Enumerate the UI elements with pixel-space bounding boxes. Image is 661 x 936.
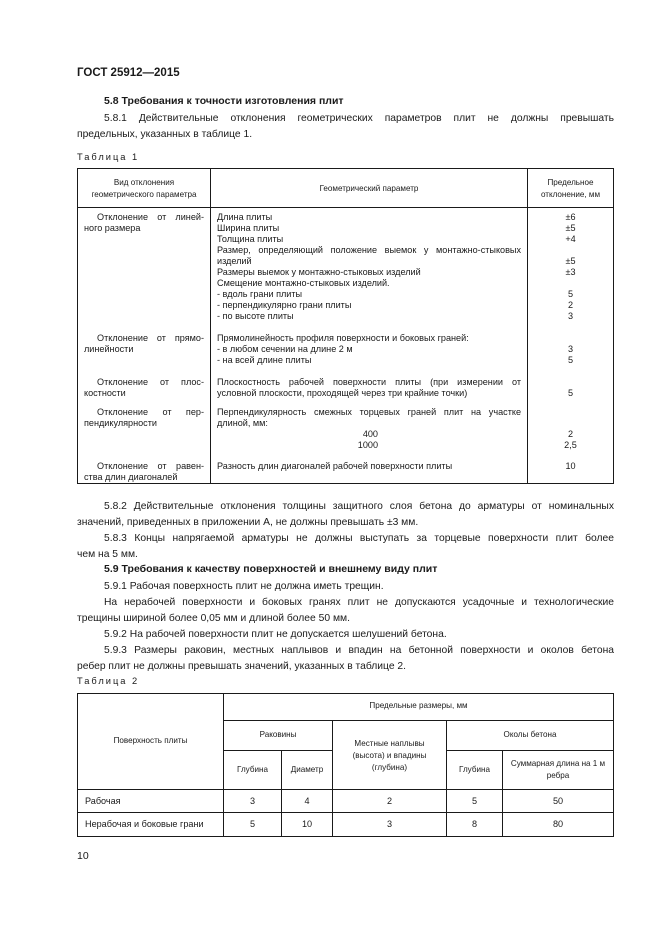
table2-r2-v4: 80 [552,819,564,829]
table1-r1-value-8: 2 [567,300,574,310]
table1-r1-param-0: Длина плиты [217,212,273,222]
table1-r1-value-2: +4 [565,234,576,244]
document-code: ГОСТ 25912—2015 [77,67,180,79]
table1-r4-value-2: 2 [567,429,574,439]
table1-r1-param-3: Размер, определяющий положение выемок у монтажно-стыковых [217,245,521,255]
table1-r2-value-2: 5 [567,355,574,365]
table1-header-limit: Предельное отклонение, мм [540,178,601,199]
paragraph-5-9-3-line2: ребер плит не должны превышать значений, указанных в таблице 2. [77,661,407,672]
table1-r3-value-1: 5 [567,388,574,398]
paragraph-5-8-2-line1: 5.8.2 Действительные отклонения толщины защитного слоя бетона до арматуры от номинальных [104,501,614,512]
table2-header-local: Местные наплывы (высота) и впадины (глубина) [352,739,427,772]
table2-header-chips: Околы бетона [503,730,557,739]
table1-r5-value-0: 10 [565,461,576,471]
table1-header-kind: Вид отклонения геометрического параметра [91,178,197,199]
table1-r1-value-7: 5 [567,289,574,299]
page-number: 10 [77,850,89,862]
table1-r5-kind-line1: Отклонение от равен- [97,461,204,471]
table1-r2-param-1: - в любом сечении на длине 2 м [217,344,353,354]
table1-r4-param-2: 400 [362,429,378,439]
table2-r1-v1: 4 [304,796,310,806]
table1-r5-kind-line2: ства длин диагоналей [84,472,178,482]
table1-r1-param-9: - по высоте плиты [217,311,294,321]
paragraph-5-9-1b-line2: трещины шириной более 0,05 мм и длиной более 50 мм. [77,613,350,624]
paragraph-5-8-2-line2: значений, приведенных в приложении А, не должны превышать ±3 мм. [77,517,419,528]
table1-r3-param-0: Плоскостность рабочей поверхности плиты (при измерении от [217,377,521,387]
paragraph-5-8-1-line2: предельных, указанных в таблице 1. [77,129,253,140]
table1-r2-param-0: Прямолинейность профиля поверхности и боковых граней: [217,333,469,343]
table1-r1-param-4: изделий [217,256,252,266]
table2-header-limits: Предельные размеры, мм [369,701,468,710]
table1-r4-param-3: 1000 [357,440,378,450]
table2-header-shells: Раковины [259,730,297,739]
table2-header-sumlen: Суммарная длина на 1 м ребра [510,759,606,780]
table1-r2-param-2: - на всей длине плиты [217,355,312,365]
table1-r3-kind-line1: Отклонение от плос- [97,377,204,387]
table2-r1-v3: 5 [471,796,478,806]
table1-r4-param-1: длиной, мм: [217,418,268,428]
table1-r4-value-3: 2,5 [564,440,577,450]
table1-r1-param-6: Смещение монтажно-стыковых изделий. [217,278,390,288]
table2-r1-v0: 3 [249,796,256,806]
table2-r2-v1: 10 [301,819,313,829]
table1-r4-param-0: Перпендикулярность смежных торцевых граней плит на участке [217,407,521,417]
table1-r1-param-5: Размеры выемок у монтажно-стыковых изделий [217,267,421,277]
table1-r4-kind-line2: пендикулярности [84,418,157,428]
table1-r1-value-0: ±6 [565,212,576,222]
table1-r2-kind-line2: линейности [84,344,134,354]
table1-r2-kind-line1: Отклонение от прямо- [97,333,204,343]
table1-r3-param-1: условной плоскости, проходящей через три крайние точки) [217,388,468,398]
table1-r1-param-2: Толщина плиты [217,234,284,244]
table2-header-depth: Глубина [237,765,268,774]
table2-r1-v4: 50 [552,796,564,806]
section-5-9-title: 5.9 Требования к качеству поверхностей и внешнему виду плит [104,563,438,575]
table1-r5-param-0: Разность длин диагоналей рабочей поверхности плиты [217,461,453,471]
table1-r1-param-7: - вдоль грани плиты [217,289,303,299]
table1-r1-value-1: ±5 [565,223,576,233]
table1-r1-kind-line2: ного размера [84,223,141,233]
table1-r1-param-1: Ширина плиты [217,223,280,233]
table2-label: Таблица 2 [77,676,140,686]
paragraph-5-8-3-line2: чем на 5 мм. [77,549,138,560]
paragraph-5-9-3-line1: 5.9.3 Размеры раковин, местных наплывов и впадин на бетонной поверхности и околов бетона [104,645,614,656]
table1-r1-value-9: 3 [567,311,574,321]
paragraph-5-8-1-line1: 5.8.1 Действительные отклонения геометрических параметров плит не должны превышать [104,113,614,124]
table2-r2-v2: 3 [386,819,393,829]
table2-r1-v2: 2 [386,796,393,806]
table1-r1-value-5: ±3 [565,267,576,277]
table2-header-diameter: Диаметр [290,765,324,774]
table1-r2-value-1: 3 [567,344,574,354]
table2-r2-v0: 5 [249,819,256,829]
table1-header-param: Геометрический параметр [319,184,419,193]
table2-r2-v3: 8 [471,819,478,829]
paragraph-5-9-1: 5.9.1 Рабочая поверхность плит не должна иметь трещин. [104,581,384,592]
paragraph-5-8-3-line1: 5.8.3 Концы напрягаемой арматуры не должны выступать за торцевые поверхности плит более [104,533,614,544]
section-5-8-title: 5.8 Требования к точности изготовления плит [104,95,344,107]
table1-r1-param-8: - перпендикулярно грани плиты [217,300,352,310]
paragraph-5-9-2: 5.9.2 На рабочей поверхности плит не допускается шелушений бетона. [104,629,447,640]
table1-label: Таблица 1 [77,152,140,162]
table2-r1-surface: Рабочая [85,796,121,806]
table2-header-depth2: Глубина [459,765,490,774]
paragraph-5-9-1b-line1: На нерабочей поверхности и боковых гранях плит не допускаются усадочные и технологические [104,597,614,608]
table2-r2-surface: Нерабочая и боковые грани [85,819,204,829]
table1-r1-kind-line1: Отклонение от линей- [97,212,204,222]
table2-header-surface: Поверхность плиты [113,736,188,745]
table1-r1-value-4: ±5 [565,256,576,266]
table1-r3-kind-line2: костности [84,388,126,398]
table1-r4-kind-line1: Отклонение от пер- [97,407,204,417]
